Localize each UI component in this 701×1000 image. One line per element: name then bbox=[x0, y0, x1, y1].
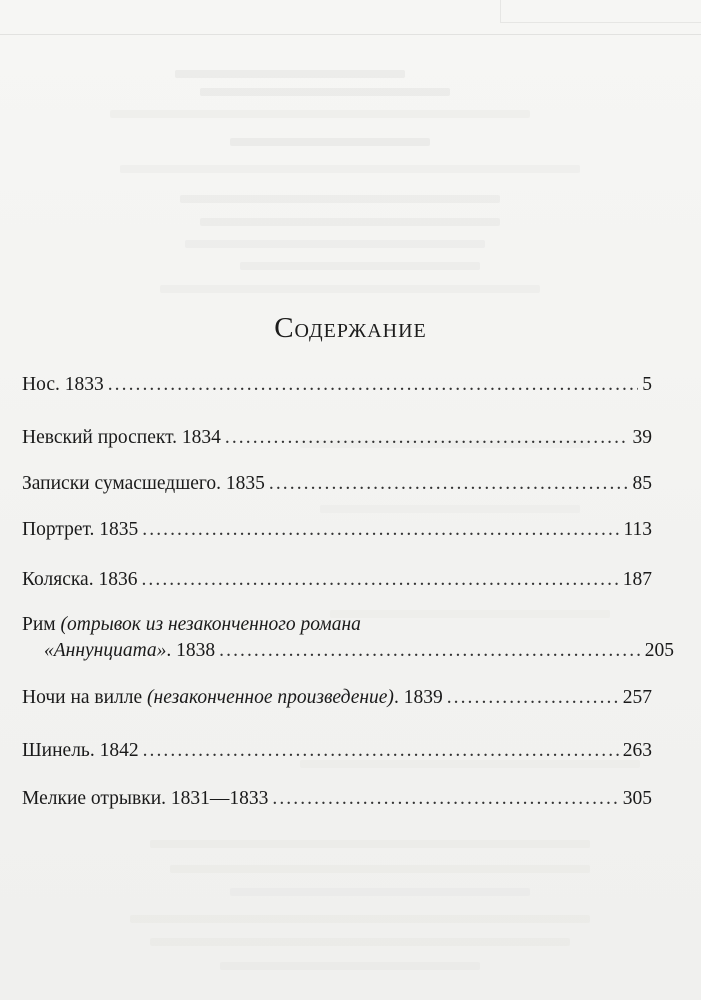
toc-entry-page: 39 bbox=[632, 427, 652, 448]
toc-entry-title: Нос. 1833 bbox=[22, 374, 104, 395]
toc-entry-nochi[interactable] bbox=[22, 685, 652, 711]
toc-entry-page: 187 bbox=[622, 569, 652, 590]
toc-entry-title-note-2: «Аннунциата» bbox=[44, 640, 167, 661]
toc-leader-dots bbox=[269, 471, 629, 497]
toc-leader-dots bbox=[142, 517, 619, 543]
toc-leader-dots bbox=[141, 567, 618, 593]
toc-entry-portret[interactable] bbox=[22, 517, 652, 543]
toc-entry-page: 257 bbox=[622, 687, 652, 708]
toc-entry-title-line1 bbox=[22, 612, 361, 638]
toc-entry-title-suffix: . 1839 bbox=[393, 687, 443, 708]
toc-leader-dots bbox=[219, 638, 641, 664]
toc-entry-title: Невский проспект. 1834 bbox=[22, 427, 221, 448]
toc-entry-title-note: (отрывок из незаконченного романа bbox=[60, 614, 361, 635]
toc-entry-page: 113 bbox=[623, 519, 652, 540]
toc-leader-dots bbox=[143, 738, 619, 764]
top-border-area bbox=[0, 0, 701, 35]
toc-entry-page: 263 bbox=[622, 740, 652, 761]
toc-entry-shinel[interactable] bbox=[22, 738, 652, 764]
toc-entry-title-prefix: Ночи на вилле bbox=[22, 687, 148, 708]
toc-entry-title-line2 bbox=[44, 638, 215, 664]
toc-entry-nevsky[interactable] bbox=[22, 425, 652, 451]
toc-entry-title bbox=[22, 685, 443, 711]
toc-entry-page: 85 bbox=[632, 473, 652, 494]
toc-leader-dots bbox=[225, 425, 629, 451]
toc-entry-zapiski[interactable] bbox=[22, 471, 652, 497]
toc-entry-title: Записки сумасшедшего. 1835 bbox=[22, 473, 265, 494]
toc-entry-page: 205 bbox=[644, 640, 674, 661]
toc-entry-page: 5 bbox=[642, 374, 652, 395]
toc-entry-page: 305 bbox=[622, 788, 652, 809]
page-title: Содержание bbox=[274, 312, 427, 344]
toc-entry-title: Портрет. 1835 bbox=[22, 519, 139, 540]
toc-entry-title-prefix: Рим bbox=[22, 614, 61, 635]
toc-entry-title: Шинель. 1842 bbox=[22, 740, 139, 761]
toc-entry-title-suffix: . 1838 bbox=[166, 640, 216, 661]
toc-entry-rim[interactable] bbox=[22, 612, 674, 664]
toc-entry-nos[interactable] bbox=[22, 372, 652, 398]
top-right-box bbox=[500, 0, 701, 23]
toc-entry-title-note: (незаконченное произведение) bbox=[147, 687, 394, 708]
toc-entry-kolyaska[interactable] bbox=[22, 567, 652, 593]
toc-entry-title: Коляска. 1836 bbox=[22, 569, 138, 590]
toc-leader-dots bbox=[108, 372, 639, 398]
toc-entry-title: Мелкие отрывки. 1831—1833 bbox=[22, 788, 269, 809]
toc-leader-dots bbox=[272, 786, 618, 812]
toc-leader-dots bbox=[447, 685, 619, 711]
toc-entry-melkie[interactable] bbox=[22, 786, 652, 812]
